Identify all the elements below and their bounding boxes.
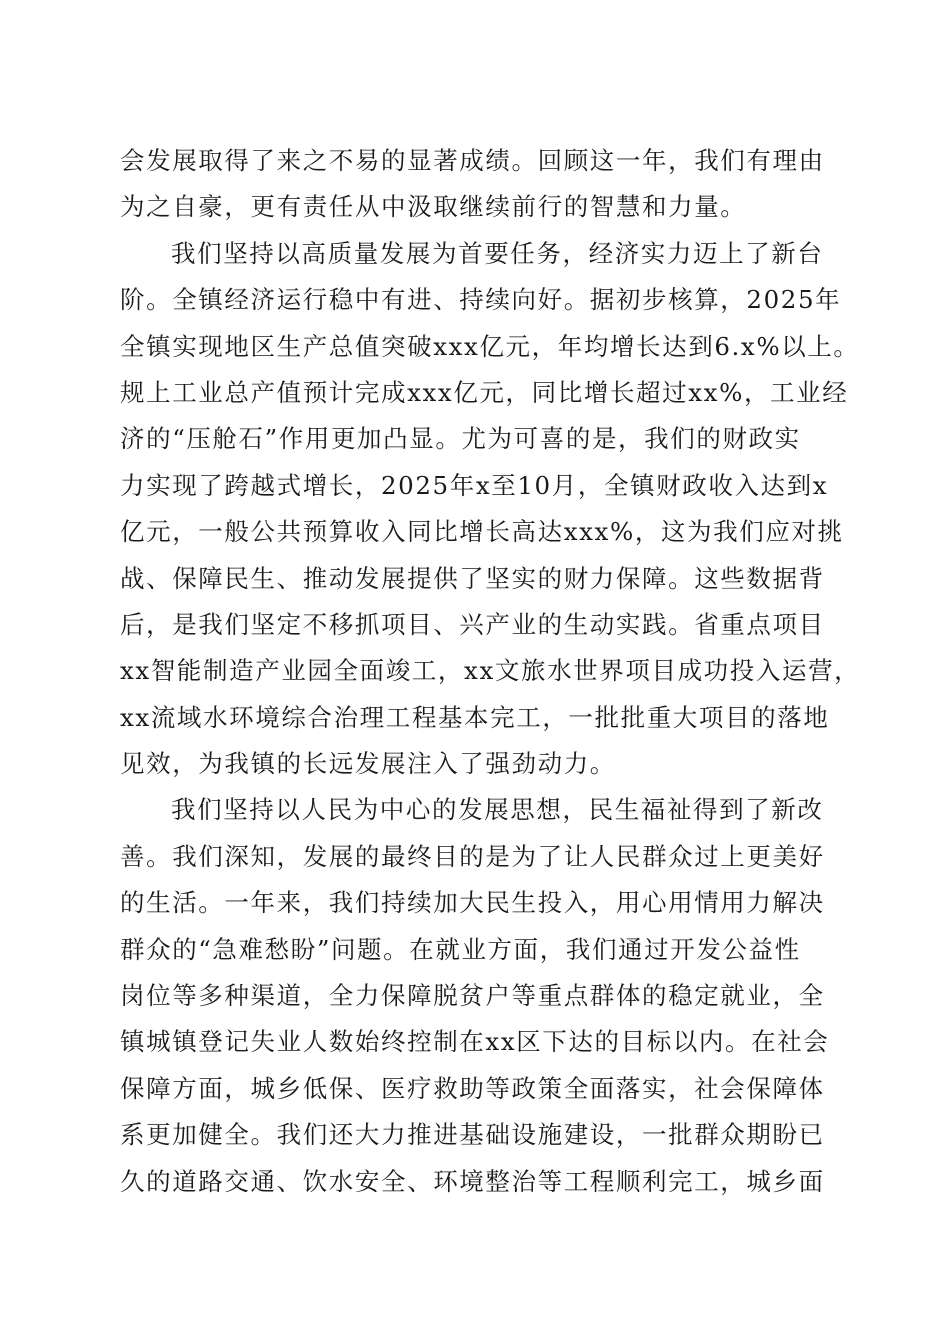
- text-line: 会发展取得了来之不易的显著成绩。回顾这一年，我们有理由: [120, 146, 825, 175]
- text-line: 济的“压舱石”作用更加凸显。尤为可喜的是，我们的财政实: [120, 424, 801, 454]
- text-line: 群众的“急难愁盼”问题。在就业方面，我们通过开发公益性: [120, 934, 801, 964]
- text-line: 镇城镇登记失业人数始终控制在xx区下达的目标以内。在社会: [120, 1027, 830, 1057]
- text-line: 见效，为我镇的长远发展注入了强劲动力。: [120, 749, 616, 779]
- text-line: 我们坚持以人民为中心的发展思想，民生福祉得到了新改: [171, 795, 824, 825]
- text-line: 规上工业总产值预计完成xxx亿元，同比增长超过xx%，工业经: [120, 377, 849, 407]
- text-line: 力实现了跨越式增长，2025年x至10月，全镇财政收入达到x: [120, 470, 829, 500]
- text-line: 后，是我们坚定不移抓项目、兴产业的生动实践。省重点项目: [120, 609, 825, 639]
- text-line: 系更加健全。我们还大力推进基础设施建设，一批群众期盼已: [120, 1120, 825, 1150]
- text-line: 战、保障民生、推动发展提供了坚实的财力保障。这些数据背: [120, 563, 825, 593]
- text-line: 善。我们深知，发展的最终目的是为了让人民群众过上更美好: [120, 841, 825, 871]
- text-line: 岗位等多种渠道，全力保障脱贫户等重点群体的稳定就业，全: [120, 981, 825, 1011]
- body-text: [120, 138, 861, 1205]
- text-line: 为之自豪，更有责任从中汲取继续前行的智慧和力量。: [120, 192, 747, 222]
- text-line: 我们坚持以高质量发展为首要任务，经济实力迈上了新台: [171, 238, 824, 268]
- text-line: xx智能制造产业园全面竣工，xx文旅水世界项目成功投入运营，: [120, 656, 861, 686]
- text-line: 久的道路交通、饮水安全、环境整治等工程顺利完工，城乡面: [120, 1166, 825, 1196]
- text-line: 保障方面，城乡低保、医疗救助等政策全面落实，社会保障体: [120, 1073, 825, 1103]
- text-line: 亿元，一般公共预算收入同比增长高达xxx%，这为我们应对挑: [120, 517, 844, 547]
- text-line: 阶。全镇经济运行稳中有进、持续向好。据初步核算，2025年: [120, 285, 842, 315]
- text-line: 全镇实现地区生产总值突破xxx亿元，年均增长达到6.x%以上。: [120, 331, 860, 361]
- text-line: 的生活。一年来，我们持续加大民生投入，用心用情用力解决: [120, 888, 825, 918]
- text-line: xx流域水环境综合治理工程基本完工，一批批重大项目的落地: [120, 702, 830, 732]
